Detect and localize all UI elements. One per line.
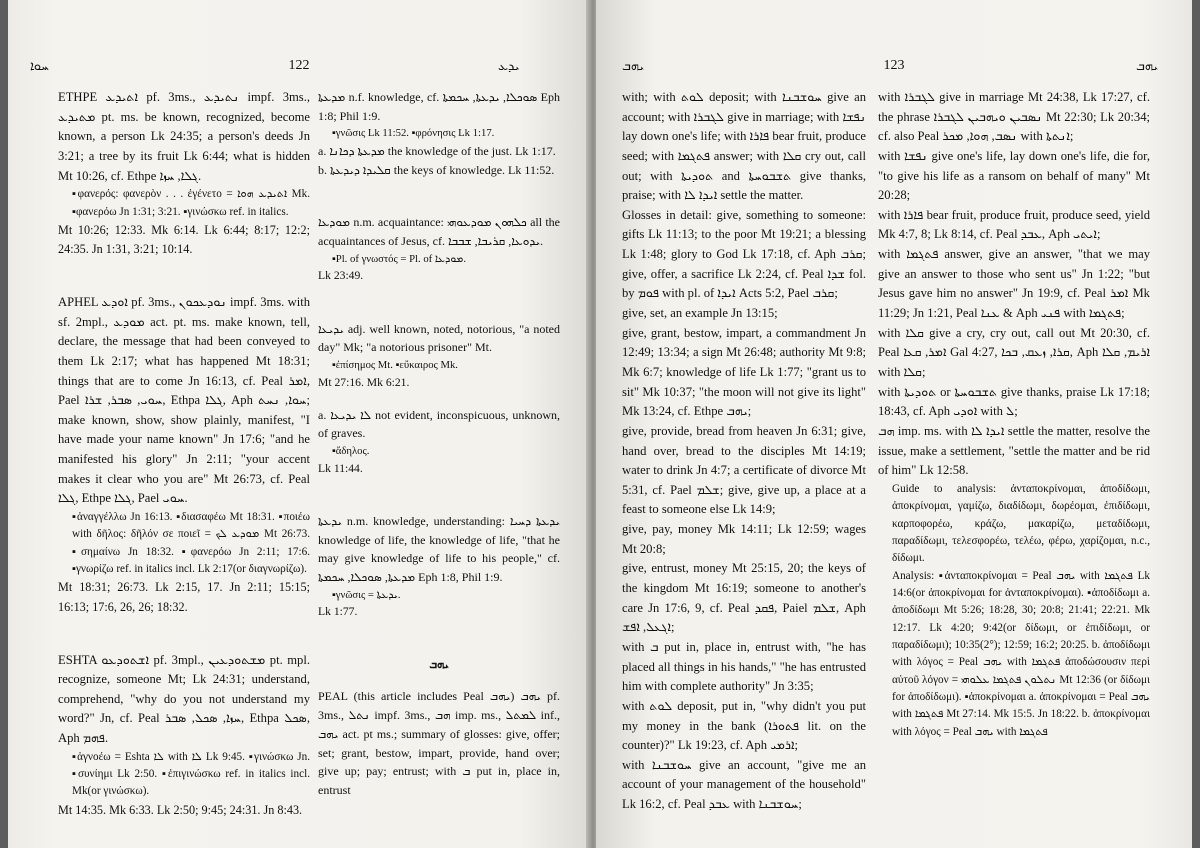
entry-madaata: ܡܕܥܬܐ n.f. knowledge, cf. ܣܘܟܠܐ, ܝܕܥܬܐ, ܚܟܡܬܐ Eph 1:8; Phil 1:9. bbox=[318, 90, 560, 123]
greek-equivalents: ▪ἀναγγέλλω Jn 16:13. ▪διασαφέω Mt 18:31. ▪ποιέω with δῆλος: δῆλόν σε ποιεῖ = ܡܘܕܥ ܠܟ Mt 26:73. ▪σημαίνω Jn 18:32. ▪φανερόω Jn 2:11; 17:6. ▪γνωρίζω ref. in italics incl. Lk 2:17(or διαγνωρίζω). bbox=[72, 511, 310, 576]
references: Mt 14:35. Mk 6:33. Lk 2:50; 9:45; 24:31. Jn 8:43. bbox=[58, 802, 303, 817]
right-page-column-1 bbox=[622, 88, 866, 815]
references: Lk 1:77. bbox=[318, 605, 358, 619]
entry-ethpe: ETHPE ܐܬܝܕܥ pf. 3ms., ܢܬܝܕܥ impf. 3ms., ܡܬܝܕܥ pt. ms. be known, recognized, become known, a person Lk 24:35; a person's deeds Jn 3:21; a tree by its fruit Lk 6:44; what is hidden Mt 10:26, cf. Ethpe ܓܠܐ, ܚܙܐ. bbox=[58, 90, 311, 183]
left-page-column-1 bbox=[58, 88, 310, 820]
gloss-grant: give, grant, bestow, impart, a commandment Jn 12:49; 13:34; a sign Mt 26:48; authority Mt 9:8; Mk 6:7; knowledge of life Lk 1:77; "grant us to sit" Mk 10:37; "the moon will not give its light" Mk 13:24, cf. Ethpe ܝܗܒ; bbox=[622, 325, 866, 419]
gloss-fruit: with ܦܐܪܐ bear fruit, produce fruit, produce seed, yield Mk 4:7, 8; Lk 8:14, cf. Peal ܥܒܕ, Aph ܐܝܬܝ; bbox=[878, 207, 1150, 242]
references: Lk 23:49. bbox=[318, 269, 364, 283]
subentry-a: a. ܡܕܥܬܐ ܕܟܐܢܐ the knowledge of the just. Lk 1:17. bbox=[318, 144, 556, 158]
left-page-number: 122 bbox=[288, 58, 310, 73]
gloss-thanks: with ܬܘܕܝܬܐ or ܬܫܒܘܚܬܐ give thanks, praise Lk 17:18; 18:43, cf. Aph ܐܘܕܝ with ܠ; bbox=[878, 384, 1151, 419]
greek-equivalents: ▪ἀγνοέω = Eshta ܠܐ with ܠܐ Lk 9:45. ▪γινώσκω Jn. ▪συνίημι Lk 2:50. ▪ἐπιγινώσκω ref. in italics incl. Mk(or γινώσκω). bbox=[72, 750, 311, 798]
entry-idaata: ܝܕܥܬܐ n.m. knowledge, understanding: ܝܕܥܬܐ ܕܚܝܐ knowledge of life, the knowledge of life, "that he may give knowledge of life to his people," cf. ܡܕܥܬܐ, ܣܘܟܠܐ, ܚܟܡܬܐ Eph 1:8, Phil 1:9. bbox=[318, 513, 560, 585]
gloss-account: with ܚܘܫܒܢܐ give an account, "give me an account of your management of the household" Lk 16:2, cf. Peal ܥܒܕ with ܚܘܫܒܢܐ; bbox=[622, 757, 866, 812]
references: Mt 10:26; 12:33. Mk 6:14. Lk 6:44; 8:17; 12:2; 24:35. Jn 1:31, 3:21; 10:14. bbox=[58, 222, 310, 256]
gloss-summary: with; with ܠܘܬ deposit; with ܚܘܫܒܢܐ give an account; with ܠܓܒܪܐ give in marriage; with ܢܦܫܐ lay down one's life; with ܦܐܪܐ bear fruit, produce seed; with ܦܬܓܡܐ answer; with ܩܠܐ cry out, call out; with ܬܘܕܝܬܐ and ܬܫܒܘܚܬܐ give thanks, praise; with ܐܝܕܐ ܠܐ settle the matter. bbox=[622, 90, 867, 203]
right-header-syriac-right: ܝܗܒ bbox=[1136, 58, 1159, 73]
subentry-b: b. ܩܠܝܕܐ ܕܝܕܥܬܐ the keys of knowledge. Lk 11:52. bbox=[318, 162, 555, 177]
analysis: Analysis: ▪ἀνταποκρίνομαι = Peal ܝܗܒ with ܦܬܓܡܐ Lk 14:6(or ἀποκρίνομαι for ἀνταποκρίνομαι). ▪ἀποδίδωμι a. ἀποδίδωμι Mt 5:26; 18:28, 30; 20:8; 21:41; 22:21. Mk 12:17. Lk 4:20; 9:42(or δίδωμι, or ἐπιδίδωμι, or παραδίδωμι); 10:35(2°); 12:59; 16:2; 20:25. b. ἀποδίδωμι with λόγος = Peal ܝܗܒ with ܦܬܓܡܐ ἀποδώσουσιν περὶ αὐτοῦ λόγον = ܢܬܠܘܢ ܦܬܓܡܐ ܥܠܘܗܝ Mt 12:36 (or δίδωμι for ἀποδίδωμι). ▪ἀποκρίνομαι a. ἀποκρίνομαι = Peal ܝܗܒ with ܦܬܓܡܐ Mt 27:14. Mk 15:5. Jn 18:22. b. ἀποκρίνομαι with λόγος = Peal ܝܗܒ with ܦܬܓܡܐ bbox=[892, 569, 1150, 738]
right-page bbox=[596, 0, 1192, 848]
subentry-a: a. ܠܐ ܝܕܝܥܐ not evident, inconspicuous, unknown, of graves. bbox=[318, 407, 561, 441]
greek-equivalents: ▪γνῶσις Lk 11:52. ▪φρόνησις Lk 1:17. bbox=[332, 127, 495, 140]
greek-equivalents: ▪φανερός: φανερὸν . . . ἐγένετο = ܐܬܝܕܥ ܗܘܐ Mk. ▪φανερόω Jn 1:31; 3:21. ▪γινώσκω ref. in italics. bbox=[72, 188, 310, 218]
references: Lk 11:44. bbox=[318, 461, 363, 475]
gloss-pay: give, pay, money Mk 14:11; Lk 12:59; wages Mt 20:8; bbox=[622, 522, 866, 556]
left-page-header bbox=[8, 56, 590, 78]
entry-mawdaa: ܡܘܕܥܐ n.m. acquaintance: ܟܠܗܘܢ ܡܘܕܥܘܗܝ all the acquaintances of Jesus, cf. ܝܕܘܥܐ, ܩܪܝܒܐ, ܫܒܒܐ. bbox=[318, 215, 560, 249]
greek-equivalents: ▪Pl. of γνωστός = Pl. of ܡܘܕܥܐ. bbox=[332, 252, 467, 265]
guide-to-analysis: Guide to analysis: ἀνταποκρίνομαι, ἀποδίδωμι, ἀποκρίνομαι, γαμίζω, διαδίδωμι, δωρέομαι, ἐπιδίδωμι, καρποφορέω, κράζω, μακαρίζω, μεταδίδωμι, παραδίδωμι, τελεσφορέω, τελέω, φέρω, χαρίζομαι, n.c., δίδωμι. bbox=[892, 482, 1150, 565]
gloss-life: with ܢܦܫܐ give one's life, lay down one's life, die for, "to give his life as a ransom on behalf of many" Mt 20:28; bbox=[878, 148, 1151, 203]
right-page-header bbox=[596, 56, 1192, 78]
gloss-answer: with ܦܬܓܡܐ answer, give an answer, "that we may give an answer to those who sent us" Jn 1:22; "but Jesus gave him no answer" Jn 19:9, cf. Peal ܐܡܪ Mk 11:29; Jn 1:21, Peal ܥܢܐ & Aph ܦܢܝ with ܦܬܓܡܐ; bbox=[878, 247, 1151, 321]
left-page-column-2 bbox=[318, 88, 560, 800]
entry-aphel: APHEL ܐܘܕܥ pf. 3ms., ܢܘܕܥܟܘܢ impf. 3ms. with sf. 2mpl., ܡܘܕܥ act. pt. ms. make known, tell, declare, the message that had been conveyed to them Lk 2:17; what has happened Mt 18:31; things that are to come Jn 16:13, cf. Peal ܐܡܪ, Pael ܚܘܝ, ܣܒܪ, ܫܪܐ, Ethpa ܓܠܐ, Aph ܚܘܐ, ܢܚܬ; make known, show, show plainly, manifest, "I have made your name known" Jn 17:6; "and he manifested his glory" Jn 2:11; "your accent makes it clear who you are" Mt 26:73, cf. Peal ܓܠܐ, Ethpe ܓܠܐ, Pael ܚܘܝ. bbox=[58, 294, 311, 506]
entry-peal: PEAL (this article includes Peal ܝܗܒ) ܝܗܒ pf. 3ms., ܢܬܠ impf. 3ms., ܗܒ imp. ms., ܠܡܬܠ inf., ܝܗܒ act. pt ms.; summary of glosses: give, offer; set; grant, bestow, impart, provide, hand over; give up; pay; entrust; with ܒ put in, place in, entrust bbox=[318, 689, 561, 798]
references: Mt 18:31; 26:73. Lk 2:15, 17. Jn 2:11; 15:15; 16:13; 17:6, 26, 26; 18:32. bbox=[58, 580, 310, 614]
root-heading: ܝܗܒ bbox=[429, 656, 449, 671]
greek-equivalents: ▪γνῶσις = ܝܕܥܬܐ. bbox=[332, 588, 401, 601]
gloss-give: Glosses in detail: give, something to someone: gifts Lk 11:13; to the poor Mt 19:21; a blessing Lk 1:48; glory to God Lk 17:18, cf. Aph ܩܪܒ; give, offer, a sacrifice Lk 2:24, cf. Peal ܫܕܐ fol. by ܦܘܡ with pl. of ܐܝܕܐ Acts 5:2, Pael ܩܪܒ; bbox=[622, 207, 867, 301]
greek-equivalents: ▪ἐπίσημος Mt. ▪εὔκαιρος Mk. bbox=[332, 359, 458, 372]
gloss-marriage: with ܠܓܒܪܐ give in marriage Mt 24:38, Lk 17:27, cf. the phrase ܢܣܒܝܢ ܘܝܗܒܝܢ ܠܓܒܪܐ Mt 22:30; Lk 20:34; cf. also Peal ܢܣܒ, ܗܘܐ, ܡܟܪ with ܐܢܬܬܐ; bbox=[878, 90, 1150, 144]
gloss-entrust: give, entrust, money Mt 25:15, 20; the keys of the kingdom Mt 16:19; someone to another's care Jn 17:6, 9, cf. Peal ܦܩܕ, Paiel ܫܠܡ, Aph ܐܓܥܠ, ܐܦܫ; bbox=[622, 561, 866, 635]
greek-equivalents: ▪ἄδηλος. bbox=[332, 445, 370, 458]
entry-yadia: ܝܕܝܥܐ adj. well known, noted, notorious, "a noted day" Mk; "a notorious prisoner" Mt. bbox=[318, 321, 560, 355]
right-header-syriac-left: ܝܗܒ bbox=[622, 58, 645, 73]
gloss-settle: ܗܒ imp. ms. with ܐܝܕܐ ܠܐ settle the matter, resolve the issue, make a settlement, "settle the matter and be rid of him" Lk 12:58. bbox=[878, 423, 1150, 478]
gloss-set: give, set, an example Jn 13:15; bbox=[622, 306, 778, 321]
entry-eshta: ESHTA ܐܫܬܘܕܥܘ pf. 3mpl., ܡܫܬܘܕܥܝܢ pt. mpl. recognize, someone Mt; Lk 24:31; understand, comprehend, "why do you not understand my word?" Jn, cf. Peal ܚܙܐ, ܣܟܠ, ܣܒܪ, Ethpa ܣܟܠ, Aph ܦܗܡ. bbox=[58, 652, 310, 746]
gloss-provide: give, provide, bread from heaven Jn 6:31; give, hand over, bread to the disciples Mt 14:19; water to drink Jn 4:7; a certificate of divorce Mt 5:31, cf. Pael ܫܠܡ; give, give up, a place at a feast to someone else Lk 14:9; bbox=[622, 423, 866, 517]
gloss-cry: with ܩܠܐ give a cry, cry out, call out Mt 20:30, cf. Peal ܐܡܪ, ܩܥܐ Gal 4:27, ܩܪܐ, ܙܥܩ, ܒܟܐ, Aph ܐܪܝܡ, ܩܠܐ with ܩܠܐ; bbox=[878, 325, 1150, 379]
gloss-deposit: with ܠܘܬ deposit, put in, "why didn't you put my money in the bank (ܦܬܘܪܐ lit. on the counter)?" Lk 19:23, cf. Aph ܐܪܡܝ; bbox=[622, 698, 866, 753]
gloss-put-in: with ܒ put in, place in, entrust with, "he has placed all things in his hands," "he has entrusted him with complete authority" Jn 3:35; bbox=[622, 639, 866, 694]
right-page-number: 123 bbox=[883, 58, 905, 73]
references: Mt 27:16. Mk 6:21. bbox=[318, 375, 410, 389]
left-page bbox=[8, 0, 590, 848]
left-header-syriac-right: ܝܕܥ bbox=[498, 58, 520, 73]
left-header-syriac-left: ܚܘܐ bbox=[30, 58, 49, 73]
right-page-column-2 bbox=[878, 88, 1150, 741]
